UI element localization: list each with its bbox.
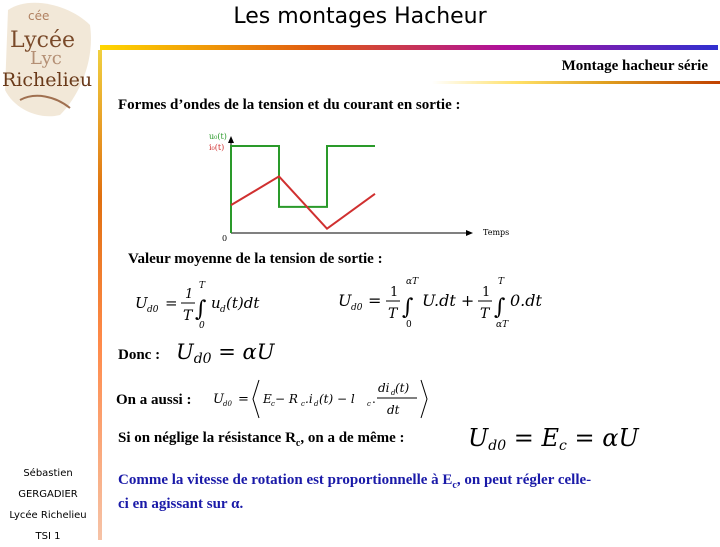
chart-y-arrow (228, 136, 234, 143)
svg-text:(t) − l: (t) − l (319, 392, 355, 406)
svg-text:0: 0 (406, 320, 412, 330)
donc-label: Donc : (118, 347, 161, 363)
equation-neglect: $U_{d0} = E_c = \alpha U$ (468, 424, 639, 454)
waveform-chart (195, 128, 525, 243)
chart-x-label: Temps (483, 228, 510, 237)
svg-text:d0: d0 (223, 400, 232, 408)
svg-text:T: T (183, 308, 193, 324)
svg-text:αT: αT (406, 277, 419, 287)
svg-text:− R: − R (275, 392, 298, 406)
svg-text:1: 1 (185, 287, 194, 302)
svg-text:d: d (220, 305, 226, 315)
svg-text:di: di (378, 381, 390, 395)
series-voltage-line (231, 146, 375, 233)
equation-mean-definition (135, 272, 275, 332)
svg-text:U.dt +: U.dt + (422, 291, 475, 310)
header-gradient-bar (100, 45, 718, 50)
svg-text:d0: d0 (351, 303, 363, 313)
waveform-chart-svg (195, 128, 525, 243)
neglect-text: Si on néglige la résistance $R_c$, on a de même : (118, 430, 405, 449)
svg-text:.i: .i (305, 392, 313, 406)
left-gradient-bar (98, 50, 102, 540)
aussi-label: On a aussi : (116, 392, 192, 408)
svg-text:c: c (301, 400, 305, 408)
svg-text:=: = (238, 392, 249, 407)
svg-text:∫: ∫ (402, 295, 414, 320)
svg-text:=: = (368, 291, 382, 310)
svg-text:d: d (391, 389, 396, 397)
section-mean-heading: Valeur moyenne de la tension de sortie : (128, 251, 383, 267)
svg-text:c: c (367, 400, 371, 408)
author-credits (0, 463, 96, 547)
svg-text:=: = (165, 294, 178, 312)
equation-mean-computation (338, 272, 558, 332)
section-waveforms-heading: Formes d’ondes de la tension et du courant en sortie : (118, 97, 461, 113)
equation-donc: $U_{d0} = \alpha U$ (176, 340, 275, 367)
credit-line: Sébastien (23, 468, 73, 479)
page-subtitle: Montage hacheur série (561, 58, 708, 74)
svg-text:Lycée: Lycée (10, 28, 76, 53)
svg-text:Richelieu: Richelieu (2, 69, 93, 91)
svg-text:d0: d0 (147, 305, 159, 315)
svg-text:0: 0 (199, 321, 205, 331)
svg-text:d: d (314, 400, 319, 408)
credit-line: TSI 1 (35, 531, 61, 542)
conclusion-text: Comme la vitesse de rotation est proportionnelle à $E_c$, on peut régler celle- ci en agissant sur α. (118, 472, 592, 512)
svg-text:dt: dt (387, 403, 400, 417)
svg-text:Lyc: Lyc (30, 48, 62, 69)
svg-text:T: T (199, 281, 206, 291)
svg-text:1: 1 (390, 285, 399, 300)
svg-text:U: U (213, 392, 224, 407)
svg-text:(t): (t) (395, 381, 410, 395)
svg-text:.: . (372, 392, 376, 406)
svg-text:∫: ∫ (195, 297, 207, 322)
legend-u: u₀(t) (209, 132, 227, 141)
svg-text:αT: αT (496, 320, 509, 330)
legend-i: i₀(t) (209, 143, 225, 152)
svg-text:cée: cée (28, 9, 50, 23)
svg-text:U: U (135, 294, 148, 312)
series-current-line (231, 176, 375, 228)
chart-x-arrow (466, 230, 473, 236)
svg-text:∫: ∫ (494, 295, 506, 320)
credit-line: Lycée Richelieu (9, 510, 87, 521)
subtitle-underline (432, 81, 720, 84)
svg-text:1: 1 (482, 285, 491, 300)
chart-origin-label: 0 (222, 234, 228, 243)
svg-text:U: U (338, 291, 352, 310)
svg-text:T: T (388, 306, 398, 322)
svg-text:c: c (271, 400, 275, 408)
svg-text:E: E (263, 392, 272, 406)
credit-line: GERGADIER (18, 489, 78, 500)
equation-aussi (213, 376, 433, 422)
svg-text:0.dt: 0.dt (510, 291, 542, 310)
svg-text:T: T (480, 306, 490, 322)
svg-text:T: T (498, 277, 505, 287)
svg-text:(t)dt: (t)dt (226, 294, 260, 312)
svg-text:u: u (211, 294, 221, 312)
page-title: Les montages Hacheur (233, 4, 487, 29)
